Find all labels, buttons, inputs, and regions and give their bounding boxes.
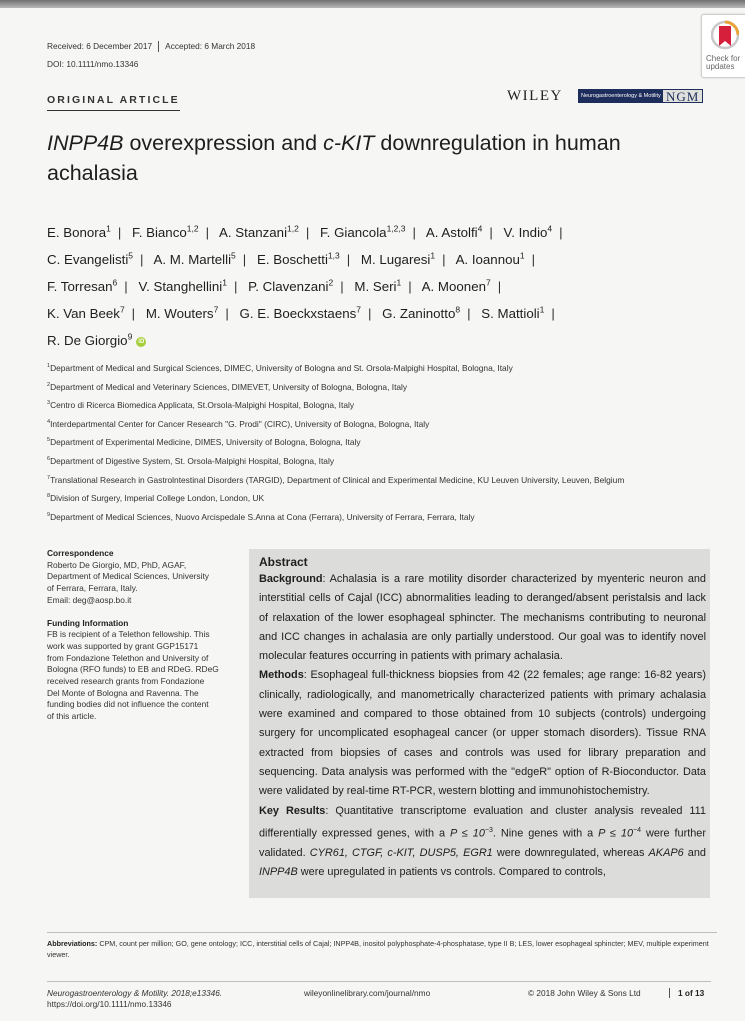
affiliation-number: 9	[47, 511, 51, 518]
author[interactable]	[47, 252, 133, 267]
key-results-text: were further validated.	[259, 827, 706, 859]
affiliation-item	[47, 397, 727, 416]
author-name: P. Clavenzani	[248, 279, 329, 295]
author-separator: |	[233, 279, 238, 295]
author[interactable]	[248, 279, 333, 294]
author-affiliation-number: 9	[127, 331, 133, 342]
funding-line: received research grants from Fondazione	[47, 676, 205, 687]
author-name: R. De Giorgio	[47, 333, 128, 349]
author-separator: |	[531, 252, 536, 268]
key-results-label: Key Results	[259, 804, 326, 817]
author-affiliation-number: 5	[128, 250, 134, 261]
correspondence-line: Roberto De Giorgio, MD, PhD, AGAF,	[47, 559, 187, 570]
citation	[47, 988, 222, 998]
author-separator: |	[242, 252, 247, 268]
author-separator: |	[340, 279, 344, 295]
funding-line: Bologna (RFO funds) to EB and RDeG. RDeG	[47, 664, 219, 675]
affiliations	[47, 360, 727, 527]
author-separator: |	[489, 225, 493, 241]
author-name: V. Stanghellini	[138, 279, 223, 295]
journal-acronym: NGM	[662, 89, 703, 103]
author-name: F. Bianco	[132, 225, 187, 241]
author[interactable]	[132, 225, 199, 240]
author-name: M. Seri	[354, 279, 397, 295]
funding-line: of this article.	[47, 711, 97, 722]
correspondence-email[interactable]: Email: deg@aosp.bo.it	[47, 594, 132, 605]
affiliation-item	[47, 453, 727, 472]
author[interactable]	[504, 225, 553, 240]
author[interactable]	[138, 279, 227, 294]
background-text: : Achalasia is a rare motility disorder characterized by myenteric neuron and interstitial cells of Cajal (ICC) abnormalities leading to deranged/absent peristalsis and lack of relaxation of the lower esophageal sphincter. The mechanisms contributing to neuronal and ICC changes in achalasia are only partially understood. Our goal was to identify novel molecular features occurring in patients with primary achalasia.	[259, 573, 706, 663]
author-name: A. Moonen	[421, 279, 486, 295]
abstract-background	[259, 570, 706, 666]
author[interactable]	[422, 279, 491, 294]
author-name: M. Lugaresi	[360, 252, 431, 268]
author-name: G. Zaninotto	[382, 306, 456, 322]
correspondence-line: Department of Medical Sciences, University	[47, 571, 209, 582]
orcid-icon[interactable]: iD	[138, 339, 145, 346]
affiliation-number: 8	[47, 493, 51, 500]
affiliation-number: 7	[47, 474, 51, 481]
author[interactable]	[354, 279, 401, 294]
key-results-text: . Nine genes with a	[492, 827, 599, 840]
author-name: E. Bonora	[47, 225, 107, 241]
p-value: P ≤ 10	[598, 827, 634, 840]
affiliation-item	[47, 416, 727, 435]
affiliation-item	[47, 360, 727, 379]
author-separator: |	[467, 306, 471, 322]
author-affiliation-number: 7	[485, 277, 491, 288]
author-affiliation-number: 1	[106, 224, 111, 234]
author-separator: |	[205, 225, 210, 241]
author[interactable]	[47, 333, 132, 348]
affiliation-item	[47, 490, 727, 509]
author-affiliation-number: 4	[477, 224, 483, 234]
title-gene-1: INPP4B	[47, 131, 124, 155]
affiliation-text: Department of Medical and Surgical Sciences, DIMEC, University of Bologna and St. Orsola-Malpighi Hospital, Bologna, Italy	[50, 362, 513, 373]
author[interactable]	[239, 306, 361, 321]
funding-heading: Funding Information	[47, 617, 129, 628]
author-list	[47, 218, 707, 353]
author-affiliation-number: 1	[430, 250, 436, 261]
doi-link[interactable]: https://doi.org/10.1111/nmo.13346	[47, 999, 172, 1009]
divider	[158, 41, 159, 52]
abstract-methods	[259, 666, 706, 801]
correspondence-line: of Ferrara, Ferrara, Italy.	[47, 583, 138, 594]
affiliation-item	[47, 472, 727, 491]
correspondence-heading: Correspondence	[47, 548, 114, 558]
abbreviations	[47, 932, 717, 960]
author-separator: |	[346, 252, 351, 268]
affiliation-text: Department of Medical Sciences, Nuovo Arcispedale S.Anna at Cona (Ferrara), University of Ferrara, Ferrara, Italy	[50, 511, 475, 522]
author-separator: |	[412, 225, 416, 241]
top-edge-shadow	[0, 0, 745, 8]
affiliation-text: Translational Research in Gastrolntestinal Disorders (TARGID), Department of Clinical and Experimental Medicine, KU Leuven University, Leuven, Belgium	[50, 474, 625, 485]
author-name: A. Stanzani	[219, 225, 288, 241]
page-footer	[47, 981, 711, 1009]
author-affiliation-number: 6	[112, 277, 118, 288]
key-results-text: were upregulated in patients vs controls. Compared to controls,	[297, 866, 606, 879]
author-affiliation-number: 1,2	[287, 224, 299, 234]
funding-line: FB is recipient of a Telethon fellowship. This	[47, 629, 210, 640]
author[interactable]	[361, 252, 435, 267]
author[interactable]	[219, 225, 299, 240]
doi: DOI: 10.1111/nmo.13346	[47, 59, 139, 69]
author-separator: |	[124, 279, 128, 295]
author-affiliation-number: 4	[547, 224, 553, 234]
journal-logo	[578, 89, 711, 103]
author-affiliation-number: 7	[213, 304, 219, 315]
author-separator: |	[225, 306, 229, 322]
author[interactable]	[47, 225, 111, 240]
author-name: G. E. Boeckxstaens	[239, 306, 357, 322]
journal-name: Neurogastroenterology & Motility	[578, 89, 662, 103]
check-for-updates-label: Check for updates	[706, 54, 741, 71]
affiliation-item	[47, 434, 727, 453]
p-value: P ≤ 10	[450, 827, 485, 840]
affiliation-text: Centro di Ricerca Biomedica Applicata, St.Orsola-Malpighi Hospital, Bologna, Italy	[50, 399, 355, 410]
author[interactable]	[146, 306, 218, 321]
author[interactable]	[47, 306, 125, 321]
methods-text: : Esophageal full-thickness biopsies from 42 (22 females; age range: 16-82 years) clinically, radiologically, and manometrically characterized patients with primary achalasia were examined and compared to those obtained from 10 subjects (controls) undergoing surgery for uncomplicated esophageal cancer (or upper stomach disorders). Tissue RNA extracted from biopsies of cases and controls was used for library preparation and sequencing. Data analysis was performed with the "edgeR" option of R-Bioconductor. Data were validated by real-time RT-PCR, western blotting and immunohistochemistry.	[259, 669, 706, 798]
author[interactable]	[47, 279, 117, 294]
abstract-key-results	[259, 802, 706, 883]
author-separator: |	[497, 279, 502, 295]
author-separator: |	[131, 306, 136, 322]
author-affiliation-number: 1	[519, 250, 525, 261]
methods-label: Methods	[259, 669, 304, 682]
author-affiliation-number: 7	[119, 304, 125, 315]
sidebar-info	[47, 548, 235, 734]
author-affiliation-number: 1	[539, 304, 545, 315]
author-separator: |	[551, 306, 555, 322]
author-affiliation-number: 1	[222, 277, 227, 288]
author-separator: |	[305, 225, 310, 241]
funding-line: funding bodies did not influence the content	[47, 699, 209, 710]
author[interactable]	[426, 225, 482, 240]
affiliation-number: 6	[47, 455, 51, 462]
affiliation-item	[47, 509, 727, 528]
accepted-date: Accepted: 6 March 2018	[165, 41, 256, 51]
author-name: A. M. Martelli	[153, 252, 232, 268]
author-affiliation-number: 1,2,3	[386, 224, 406, 234]
author-separator: |	[117, 225, 122, 241]
author-name: F. Giancola	[320, 225, 387, 241]
author-name: A. Ioannou	[455, 252, 520, 268]
genes-downregulated: CYR61, CTGF, c-KIT, DUSP5, EGR1	[309, 846, 493, 859]
author-name: C. Evangelisti	[47, 252, 129, 268]
author-affiliation-number: 5	[231, 250, 236, 261]
affiliation-text: Interdepartmental Center for Cancer Research "G. Prodi" (CIRC), University of Bologna, Bologna, Italy	[50, 418, 430, 429]
gene-upregulated: INPP4B	[259, 866, 298, 879]
author-name: E. Boschetti	[256, 252, 328, 268]
author-affiliation-number: 1	[396, 277, 402, 288]
correspondence-text	[47, 560, 235, 607]
author-name: V. Indio	[503, 225, 548, 241]
affiliation-number: 4	[47, 418, 51, 425]
abbreviations-text: CPM, count per million; GO, gene ontology; ICC, interstitial cells of Cajal; INPP4B, inositol polyphosphate-4-phosphatase, type II B; LES, lower esophageal sphincter; MEV, multiple experiment viewer.	[47, 939, 709, 959]
author-affiliation-number: 7	[356, 304, 361, 315]
page-number: 1 of 13	[669, 988, 704, 998]
publisher-logo: WILEY	[507, 88, 563, 104]
author-name: S. Mattioli	[481, 306, 540, 322]
affiliation-text: Department of Experimental Medicine, DIMES, University of Bologna, Bologna, Italy	[50, 437, 361, 448]
received-date: Received: 6 December 2017	[47, 41, 153, 51]
copyright: © 2018 John Wiley & Sons Ltd	[528, 988, 641, 998]
funding-line: Del Monte of Bologna and Ravenna. The	[47, 687, 199, 698]
article-type: ORIGINAL ARTICLE	[47, 94, 180, 111]
author[interactable]	[153, 252, 235, 267]
journal-site-link[interactable]: wileyonlinelibrary.com/journal/nmo	[304, 988, 431, 998]
abstract-box	[249, 549, 710, 898]
key-results-text: : Quantitative transcriptome evaluation and cluster analysis revealed 111 differentially expressed genes, with a	[259, 804, 706, 840]
abstract-heading: Abstract	[259, 555, 308, 569]
author[interactable]	[382, 306, 460, 321]
bookmark-update-icon	[711, 19, 739, 53]
author-separator: |	[442, 252, 446, 268]
author-name: F. Torresan	[47, 279, 113, 295]
author-separator: |	[559, 225, 563, 241]
received-accepted-dates	[47, 41, 255, 52]
funding-line: from Fondazione Telethon and University of	[47, 652, 209, 663]
affiliation-number: 5	[47, 437, 51, 444]
citation-text: Neurogastroenterology & Motility. 2018;e13346.	[47, 988, 223, 998]
p-exponent: −4	[633, 826, 642, 834]
title-gene-2: c-KIT	[323, 131, 375, 155]
title-text-end: downregulation in human achalasia	[47, 131, 621, 185]
check-for-updates-badge[interactable]	[701, 14, 745, 78]
author-name: M. Wouters	[145, 306, 214, 322]
author[interactable]	[456, 252, 525, 267]
background-label: Background	[259, 573, 323, 585]
author-separator: |	[368, 306, 372, 322]
author-separator: |	[140, 252, 144, 268]
affiliation-item	[47, 379, 727, 398]
affiliation-text: Department of Digestive System, St. Orsola-Malpighi Hospital, Bologna, Italy	[50, 455, 335, 466]
author-affiliation-number: 1,3	[327, 250, 340, 261]
affiliation-number: 1	[47, 363, 51, 369]
author[interactable]	[257, 252, 340, 267]
affiliation-number: 2	[47, 381, 51, 388]
abbreviations-label: Abbreviations:	[47, 939, 98, 948]
article-title	[47, 128, 697, 188]
funding-text	[47, 629, 235, 723]
author-name: K. Van Beek	[47, 306, 120, 322]
affiliation-text: Department of Medical and Veterinary Sciences, DIMEVET, University of Bologna, Bologna, Italy	[50, 381, 408, 392]
author-separator: |	[408, 279, 412, 295]
author-name: A. Astolfi	[425, 225, 478, 241]
key-results-text: and	[683, 846, 706, 859]
gene-upregulated: AKAP6	[648, 846, 684, 859]
author[interactable]	[481, 306, 544, 321]
affiliation-number: 3	[47, 400, 51, 407]
key-results-text: were downregulated, whereas	[492, 846, 649, 859]
p-exponent: −3	[484, 826, 493, 834]
author-affiliation-number: 1,2	[186, 224, 199, 234]
affiliation-text: Division of Surgery, Imperial College London, London, UK	[50, 492, 265, 503]
title-text: overexpression and	[123, 131, 324, 155]
author[interactable]	[320, 225, 405, 240]
author-affiliation-number: 8	[455, 304, 461, 315]
funding-line: work was supported by grant GGP15171	[47, 640, 199, 651]
author-affiliation-number: 2	[328, 277, 334, 288]
